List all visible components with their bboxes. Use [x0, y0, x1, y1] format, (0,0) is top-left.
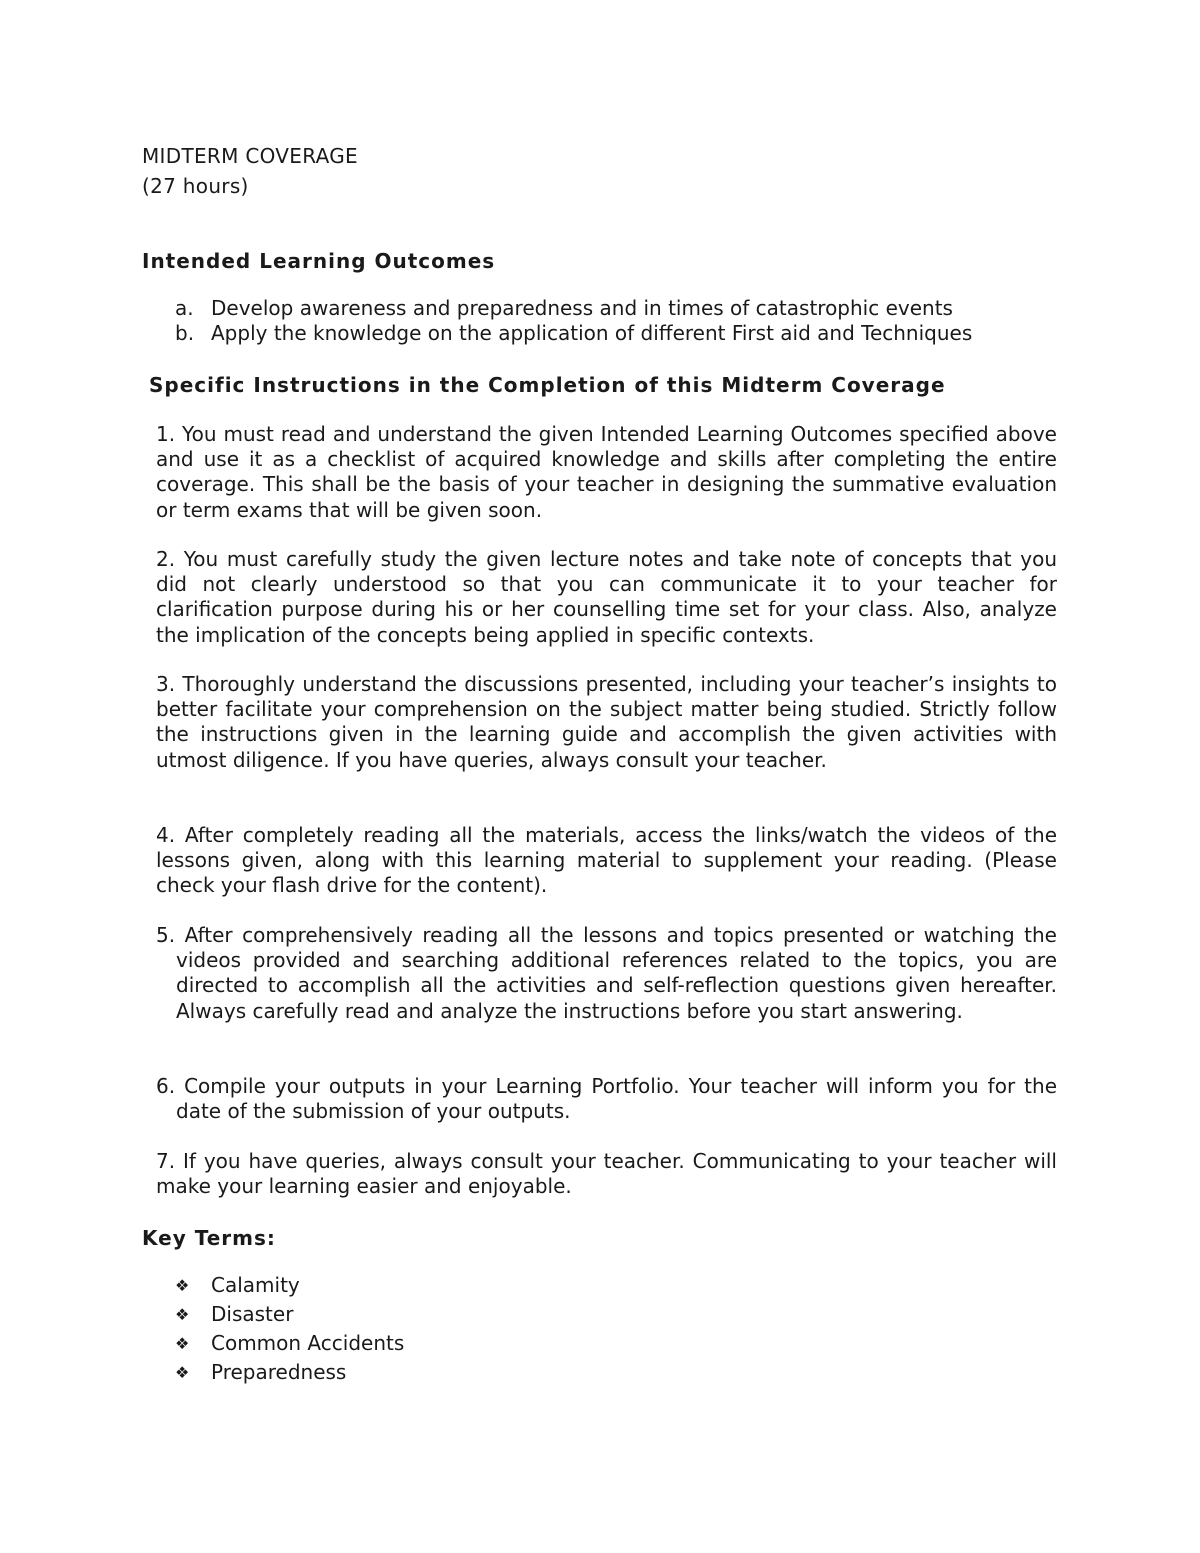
key-terms-heading: Key Terms: — [142, 1226, 276, 1250]
key-term-text: Preparedness — [211, 1360, 347, 1384]
key-term-item — [175, 1271, 404, 1300]
outcome-item — [175, 321, 1075, 346]
outcome-item — [175, 296, 1075, 321]
instruction-paragraph: 1. You must read and understand the given Intended Learning Outcomes specified above and use it as a checklist of acquired knowledge and skills after completing the entire coverage. This shall be the basis of your teacher in designing the summative evaluation or term exams that will be given soon. — [156, 422, 1057, 522]
key-term-item — [175, 1329, 404, 1358]
key-term-item — [175, 1300, 404, 1329]
outcome-marker: a. — [175, 296, 194, 320]
instructions-heading: Specific Instructions in the Completion of this Midterm Coverage — [149, 373, 946, 397]
outcomes-list — [175, 296, 1075, 346]
instruction-paragraph: 7. If you have queries, always consult your teacher. Communicating to your teacher will make your learning easier and enjoyable. — [156, 1149, 1057, 1199]
key-term-text: Calamity — [211, 1273, 300, 1297]
diamond-bullet-icon: ❖ — [175, 1276, 190, 1295]
instruction-paragraph: 5. After comprehensively reading all the lessons and topics presented or watching the videos provided and searching additional references related to the topics, you are directed to accomplish all the activities and self-reflection questions given hereafter. Always carefully read and analyze the instructions before you start answering. — [156, 923, 1057, 1023]
key-term-text: Common Accidents — [211, 1331, 405, 1355]
duration-label: (27 hours) — [142, 174, 249, 198]
outcome-text: Apply the knowledge on the application of different First aid and Techniques — [211, 321, 973, 345]
outcome-marker: b. — [175, 321, 195, 345]
instruction-paragraph: 2. You must carefully study the given lecture notes and take note of concepts that you did not clearly understood so that you can communicate it to your teacher for clarification purpose during his or her counselling time set for your class. Also, analyze the implication of the concepts being applied in specific contexts. — [156, 547, 1057, 647]
diamond-bullet-icon: ❖ — [175, 1334, 190, 1353]
diamond-bullet-icon: ❖ — [175, 1363, 190, 1382]
diamond-bullet-icon: ❖ — [175, 1305, 190, 1324]
outcomes-heading: Intended Learning Outcomes — [142, 249, 496, 273]
key-term-text: Disaster — [211, 1302, 294, 1326]
instruction-paragraph: 3. Thoroughly understand the discussions presented, including your teacher’s insights to better facilitate your comprehension on the subject matter being studied. Strictly follow the instructions given in the learning guide and accomplish the given activities with utmost diligence. If you have queries, always consult your teacher. — [156, 672, 1057, 772]
key-terms-list — [175, 1271, 404, 1387]
page-title: MIDTERM COVERAGE — [142, 144, 358, 168]
key-term-item — [175, 1358, 404, 1387]
instruction-paragraph: 4. After completely reading all the materials, access the links/watch the videos of the lessons given, along with this learning material to supplement your reading. (Please check your flash drive for the content). — [156, 823, 1057, 898]
instruction-paragraph: 6. Compile your outputs in your Learning Portfolio. Your teacher will inform you for the date of the submission of your outputs. — [156, 1074, 1057, 1124]
outcome-text: Develop awareness and preparedness and in times of catastrophic events — [211, 296, 953, 320]
